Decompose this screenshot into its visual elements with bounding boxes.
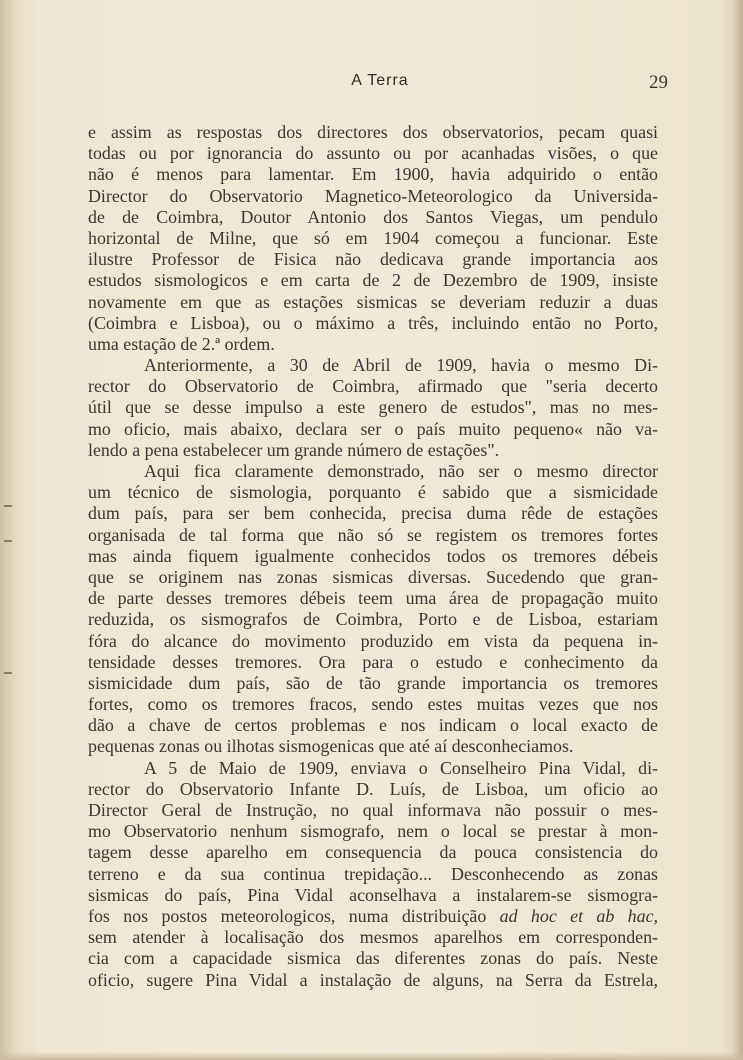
text-line: rector do Observatorio Infante D. Luís, de Lisboa, um oficio ao: [88, 778, 658, 799]
text-line: tensidade desses tremores. Ora para o estudo e conhecimento da: [88, 651, 658, 672]
text-line: uma estação de 2.ª ordem.: [88, 333, 275, 354]
text-line: mo oficio, mais abaixo, declara ser o país muito pequeno« não va-: [88, 418, 658, 439]
binding-mark: [4, 540, 12, 542]
running-head: [90, 72, 670, 96]
body-text: [88, 122, 658, 991]
text-line: que se originem nas zonas sismicas diversas. Sucedendo que gran-: [88, 566, 658, 587]
text-line: fóra do alcance do movimento produzido em vista da pequena in-: [88, 630, 658, 651]
text-line: mo Observatorio nenhum sismografo, nem o local se prestar à mon-: [88, 821, 658, 842]
text-line: Director Geral de Instrução, no qual informava não possuir o mes-: [88, 800, 658, 820]
text-line: sismicas do país, Pina Vidal aconselhava a instalarem-se sismogra-: [88, 884, 658, 905]
text-line: ilustre Professor de Fisica não dedicava grande importancia aos: [88, 249, 658, 270]
text-line: todas ou por ignorancia do assunto ou por acanhadas visões, o que: [88, 143, 658, 164]
running-head-title: A Terra: [351, 72, 409, 89]
text-line: Director do Observatorio Magnetico-Meteorologico da Universida-: [88, 185, 658, 206]
text-line: e assim as respostas dos directores dos observatorios, pecam quasi: [88, 122, 658, 142]
text-line: (Coimbra e Lisboa), ou o máximo a três, incluindo então no Porto,: [88, 312, 658, 333]
page-right-edge: [733, 0, 743, 1060]
text-line: terreno e da sua continua trepidação... Desconhecendo as zonas: [88, 863, 658, 884]
text-line: Aqui fica claramente demonstrado, não ser o mesmo director: [144, 461, 658, 481]
text-line: tagem desse aparelho em consequencia da pouca consistencia do: [88, 842, 658, 863]
text-line: horizontal de Milne, que só em 1904 começou a funcionar. Este: [88, 227, 658, 248]
page-bottom-edge: [0, 1052, 743, 1060]
text-line: dão a chave de certos problemas e nos indicam o local exacto de: [88, 715, 658, 736]
text-line: organisada de tal forma que não só se registem os tremores fortes: [88, 524, 658, 545]
text-line: um técnico de sismologia, porquanto é sabido que a sismicidade: [88, 482, 658, 503]
text-line: reduzida, os sismografos de Coimbra, Porto e de Lisboa, estariam: [88, 609, 658, 630]
binding-mark: [4, 672, 12, 674]
text-line: lendo a pena estabelecer um grande número de estações".: [88, 439, 500, 460]
binding-mark: [4, 505, 12, 507]
text-line: dum país, para ser bem conhecida, precisa duma rêde de estações: [88, 503, 658, 524]
text-line: oficio, sugere Pina Vidal a instalação de alguns, na Serra da Estrela,: [88, 969, 658, 990]
text-line: útil que se desse impulso a este genero de estudos", mas no mes-: [88, 397, 658, 418]
text-line: sismicidade dum país, são de tão grande importancia os tremores: [88, 672, 658, 693]
text-line: cia com a capacidade sismica das diferentes zonas do país. Neste: [88, 948, 658, 969]
text-line: fortes, como os tremores fracos, sendo estes muitas vezes que nos: [88, 694, 658, 715]
text-line: fos nos postos meteorologicos, numa distribuição ad hoc et ab hac,: [88, 905, 658, 926]
text-line: pequenas zonas ou ilhotas sismogenicas que até aí desconheciamos.: [88, 736, 574, 757]
text-line: rector do Observatorio de Coimbra, afirmado que "seria decerto: [88, 376, 658, 397]
text-line: A 5 de Maio de 1909, enviava o Conselheiro Pina Vidal, di-: [144, 757, 658, 778]
text-line: de de Coimbra, Doutor Antonio dos Santos Viegas, um pendulo: [88, 206, 658, 227]
page-binding-edge: [0, 0, 22, 1060]
page-number: 29: [649, 72, 668, 93]
text-line: mas ainda fiquem igualmente conhecidos todos os tremores débeis: [88, 545, 658, 566]
text-line: não é menos para lamentar. Em 1900, havia adquirido o então: [88, 164, 658, 185]
text-line: Anteriormente, a 30 de Abril de 1909, havia o mesmo Di-: [144, 355, 658, 376]
text-line: sem atender à localisação dos mesmos aparelhos em corresponden-: [88, 927, 658, 948]
text-line: estudos sismologicos e em carta de 2 de Dezembro de 1909, insiste: [88, 270, 658, 291]
text-line: de parte desses tremores débeis teem uma área de propagação muito: [88, 588, 658, 609]
text-line: novamente em que as estações sismicas se deveriam reduzir a duas: [88, 291, 658, 312]
